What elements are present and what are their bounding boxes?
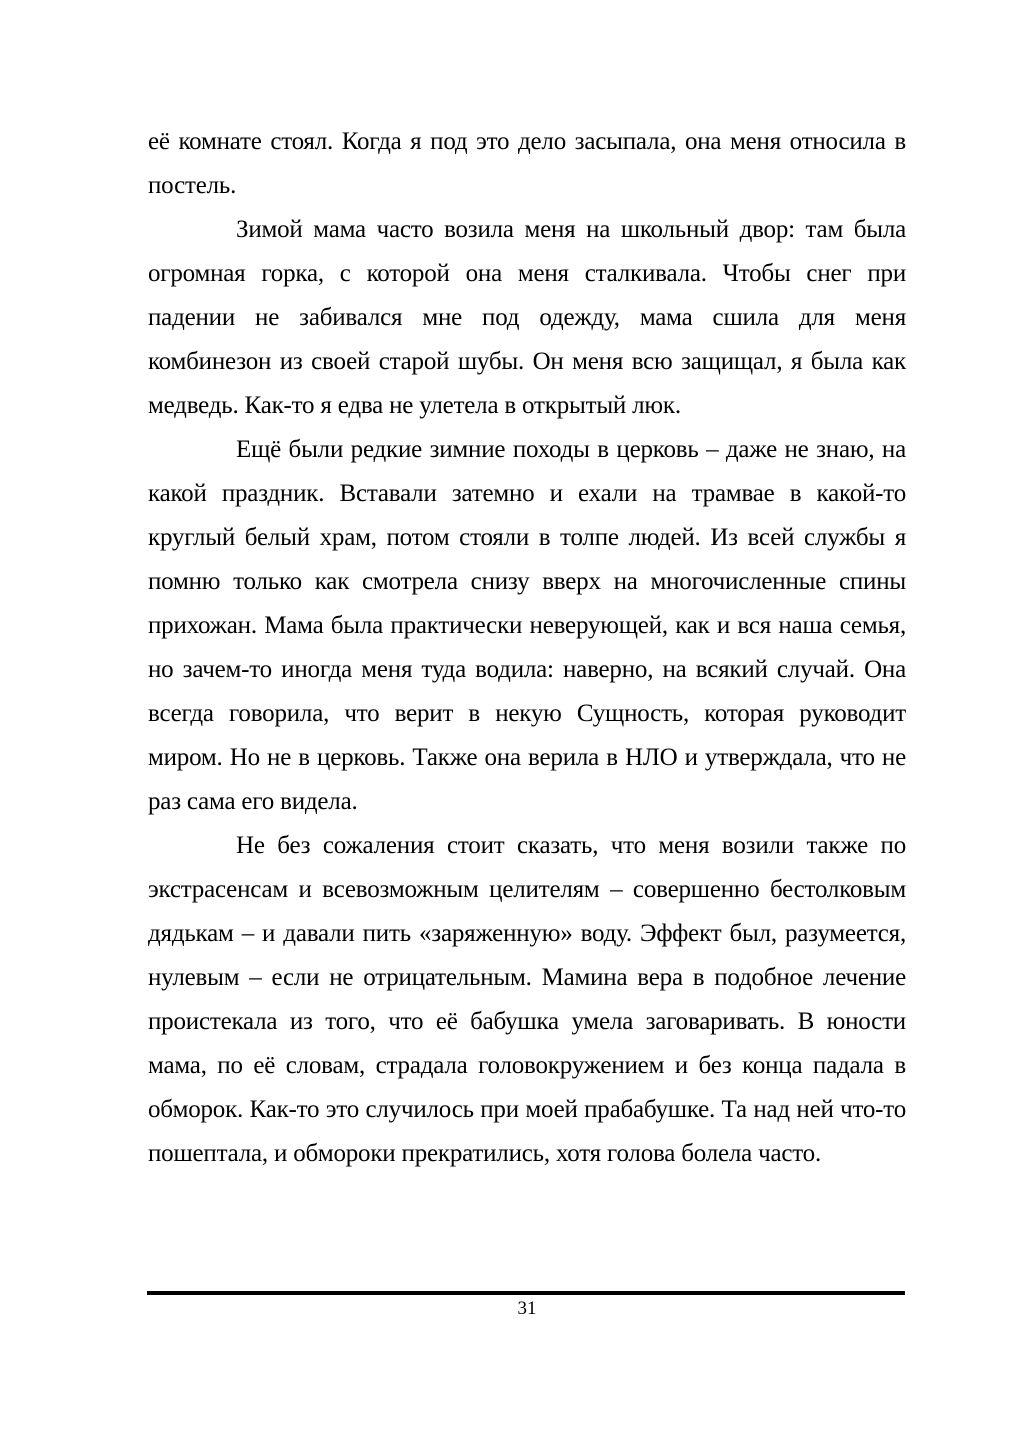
paragraph-continuation: её комнате стоял. Когда я под это дело засыпала, она меня относила в постель. (148, 128, 906, 199)
paragraph-winter-yard: Зимой мама часто возила меня на школьный двор: там была огромная горка, с которой она меня сталкивала. Чтобы снег при падении не забивался мне под одежду, мама сшила для меня комбинезон из своей старой шубы. Он меня всю защищал, я была как медведь. Как-то я едва не улетела в открытый люк. (148, 216, 906, 419)
footer-divider-rule (147, 1291, 905, 1295)
text-block (148, 120, 906, 1176)
paragraph-healers: Не без сожаления стоит сказать, что меня возили также по экстрасенсам и всевозможным целителям – совершенно бестолковым дядькам – и давали пить «заряженную» воду. Эффект был, разумеется, нулевым – если не отрицательным. Мамина вера в подобное лечение проистекала из того, что её бабушка умела заговаривать. В юности мама, по её словам, страдала головокружением и без конца падала в обморок. Как-то это случилось при моей прабабушке. Та над ней что-то пошептала, и обмороки прекратились, хотя голова болела часто. (148, 832, 906, 1167)
paragraph-church-trips: Ещё были редкие зимние походы в церковь – даже не знаю, на какой праздник. Вставали затемно и ехали на трамвае в какой-то круглый белый храм, потом стояли в толпе людей. Из всей службы я помню только как смотрела снизу вверх на многочисленные спины прихожан. Мама была практически неверующей, как и вся наша семья, но зачем-то иногда меня туда водила: наверно, на всякий случай. Она всегда говорила, что верит в некую Сущность, которая руководит миром. Но не в церковь. Также она верила в НЛО и утверждала, что не раз сама его видела. (148, 436, 906, 815)
page-number: 31 (517, 1298, 537, 1319)
